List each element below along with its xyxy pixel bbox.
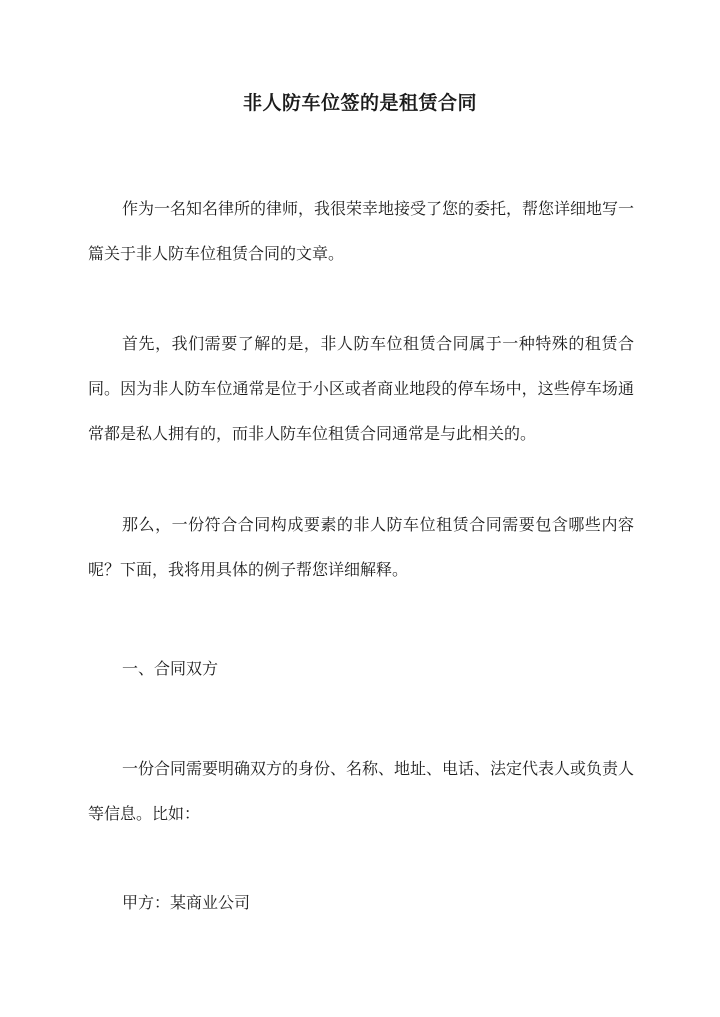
paragraph-parties-info: 一份合同需要明确双方的身份、名称、地址、电话、法定代表人或负责人等信息。比如： bbox=[88, 759, 635, 823]
paragraph-background: 首先，我们需要了解的是，非人防车位租赁合同属于一种特殊的租赁合同。因为非人防车位通常是位于小区或者商业地段的停车场中，这些停车场通常都是私人拥有的，而非人防车位租赁合同通常是与此相关的。 bbox=[88, 334, 634, 443]
paragraph-party-a: 甲方：某商业公司 bbox=[122, 893, 251, 912]
document-title: 非人防车位签的是租赁合同 bbox=[242, 92, 477, 114]
paragraph-intro: 作为一名知名律所的律师，我很荣幸地接受了您的委托，帮您详细地写一篇关于非人防车位租赁合同的文章。 bbox=[88, 199, 635, 263]
paragraph-question: 那么，一份符合合同构成要素的非人防车位租赁合同需要包含哪些内容呢？下面，我将用具体的例子帮您详细解释。 bbox=[88, 515, 634, 579]
section-heading-parties: 一、合同双方 bbox=[122, 659, 219, 678]
